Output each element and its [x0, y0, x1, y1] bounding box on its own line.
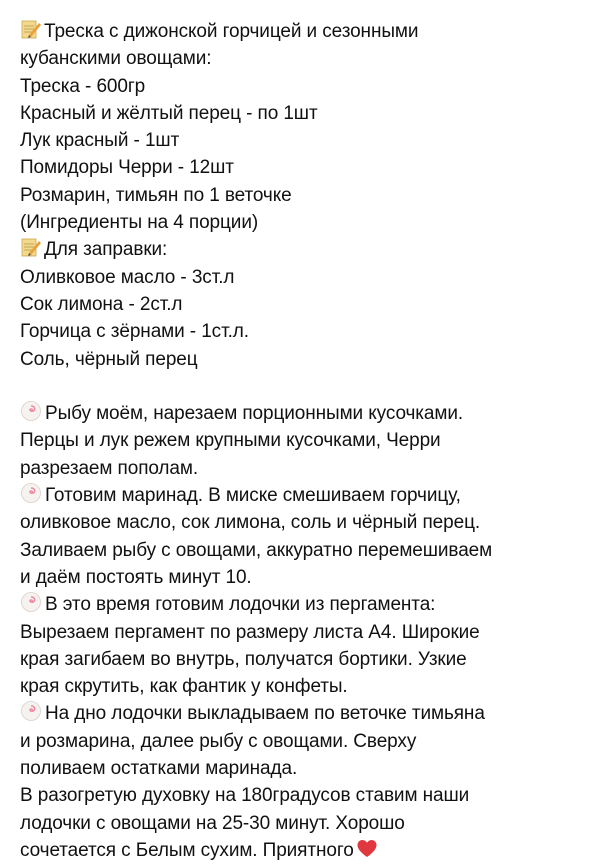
- step-text: разрезаем пополам.: [20, 457, 199, 479]
- ingredient: Красный и жёлтый перец - по 1шт: [20, 102, 318, 124]
- step-text: сочетается с Белым сухим. Приятного: [20, 839, 354, 861]
- ingredient: Розмарин, тимьян по 1 веточке: [20, 184, 292, 206]
- step-text: На дно лодочки выкладываем по веточке тимьяна: [45, 703, 485, 725]
- step-text: Перцы и лук режем крупными кусочками, Черри: [20, 430, 441, 452]
- fish-cake-icon: [20, 400, 42, 422]
- step-line: [20, 700, 600, 727]
- fish-cake-icon: [20, 700, 42, 722]
- ingredient: Помидоры Черри - 12шт: [20, 157, 234, 179]
- step-line: [20, 591, 600, 618]
- step-text: В это время готовим лодочки из пергамента:: [45, 594, 436, 616]
- step-text: Заливаем рыбу с овощами, аккуратно перемешиваем: [20, 539, 493, 561]
- fish-cake-icon: [20, 482, 42, 504]
- step-line: [20, 482, 600, 509]
- step-text: края загибаем во внутрь, получатся бортики. Узкие: [20, 648, 467, 670]
- step-line: [20, 400, 600, 427]
- dressing-heading: [20, 236, 600, 263]
- dressing-ingredient: Сок лимона - 2ст.л: [20, 293, 183, 315]
- step-text: В разогретую духовку на 180градусов ставим наши: [20, 785, 470, 807]
- memo-icon: [20, 236, 42, 258]
- fish-cake-icon: [20, 591, 42, 613]
- step-text: лодочки с овощами на 25-30 минут. Хорошо: [20, 812, 405, 834]
- step-text: и даём постоять минут 10.: [20, 566, 252, 588]
- title-line: [20, 18, 600, 45]
- blank-line: [20, 373, 600, 400]
- recipe-title: Треска с дижонской горчицей и сезонными: [44, 21, 419, 42]
- dressing-ingredient: Оливковое масло - 3ст.л: [20, 266, 235, 288]
- step-text: Вырезаем пергамент по размеру листа А4. Широкие: [20, 621, 480, 643]
- recipe-title-cont: кубанскими овощами:: [20, 48, 212, 70]
- step-text: края скрутить, как фантик у конфеты.: [20, 676, 348, 698]
- step-line: [20, 837, 600, 864]
- step-text: оливковое масло, сок лимона, соль и чёрный перец.: [20, 512, 481, 534]
- dressing-ingredient: Соль, чёрный перец: [20, 348, 198, 370]
- dressing-ingredient: Горчица с зёрнами - 1ст.л.: [20, 321, 249, 343]
- ingredient: Треска - 600гр: [20, 75, 146, 97]
- servings-note: (Ингредиенты на 4 порции): [20, 212, 259, 234]
- step-text: Рыбу моём, нарезаем порционными кусочками.: [45, 403, 464, 425]
- step-text: Готовим маринад. В миске смешиваем горчицу,: [45, 485, 461, 507]
- step-text: поливаем остатками маринада.: [20, 758, 298, 780]
- step-text: и розмарина, далее рыбу с овощами. Сверху: [20, 730, 417, 752]
- dressing-title: Для заправки:: [44, 239, 168, 261]
- red-heart-icon: [356, 838, 378, 860]
- ingredient: Лук красный - 1шт: [20, 130, 180, 152]
- memo-icon: [20, 18, 42, 40]
